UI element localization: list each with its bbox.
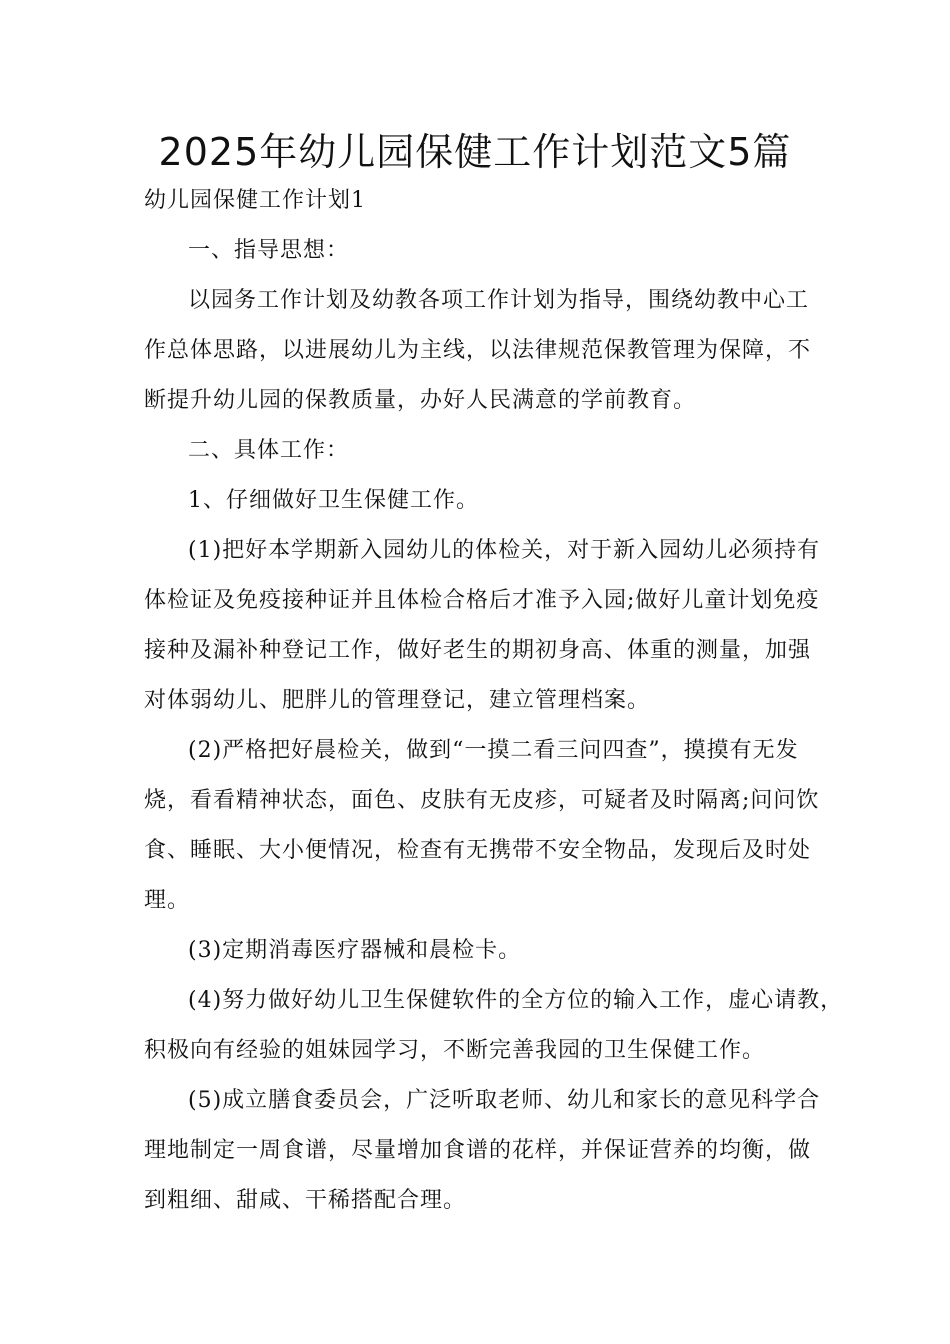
paragraph-line: 积极向有经验的姐妹园学习，不断完善我园的卫生保健工作。 [144,1038,766,1063]
paragraph-line: 体检证及免疫接种证并且体检合格后才准予入园;做好儿童计划免疫 [144,588,820,613]
paragraph-line: 对体弱幼儿、肥胖儿的管理登记，建立管理档案。 [144,688,651,713]
section-heading: 幼儿园保健工作计划1 [144,188,366,213]
paragraph-line: 理。 [144,888,191,913]
paragraph-line: (3)定期消毒医疗器械和晨检卡。 [188,938,522,963]
paragraph-line: 以园务工作计划及幼教各项工作计划为指导，围绕幼教中心工 [188,288,810,313]
paragraph-line: 作总体思路，以进展幼儿为主线，以法律规范保教管理为保障，不 [144,338,812,363]
document-title: 2025年幼儿园保健工作计划范文5篇 [158,130,792,174]
paragraph-line: 断提升幼儿园的保教质量，办好人民满意的学前教育。 [144,388,697,413]
paragraph-line: 烧，看看精神状态，面色、皮肤有无皮疹，可疑者及时隔离;问问饮 [144,788,820,813]
paragraph-line: (5)成立膳食委员会，广泛听取老师、幼儿和家长的意见科学合 [188,1088,821,1113]
paragraph-line: 到粗细、甜咸、干稀搭配合理。 [144,1188,467,1213]
paragraph-line: (4)努力做好幼儿卫生保健软件的全方位的输入工作，虚心请教， [188,988,844,1013]
subheading: 一、指导思想： [188,238,350,263]
paragraph-line: (2)严格把好晨检关，做到“一摸二看三问四查”，摸摸有无发 [188,738,799,763]
paragraph-line: 食、睡眠、大小便情况，检查有无携带不安全物品，发现后及时处 [144,838,812,863]
subheading: 二、具体工作： [188,438,350,463]
paragraph-line: (1)把好本学期新入园幼儿的体检关，对于新入园幼儿必须持有 [188,538,821,563]
paragraph-line: 接种及漏补种登记工作，做好老生的期初身高、体重的测量，加强 [144,638,812,663]
list-item-heading: 1、仔细做好卫生保健工作。 [188,488,479,513]
paragraph-line: 理地制定一周食谱，尽量增加食谱的花样，并保证营养的均衡，做 [144,1138,812,1163]
